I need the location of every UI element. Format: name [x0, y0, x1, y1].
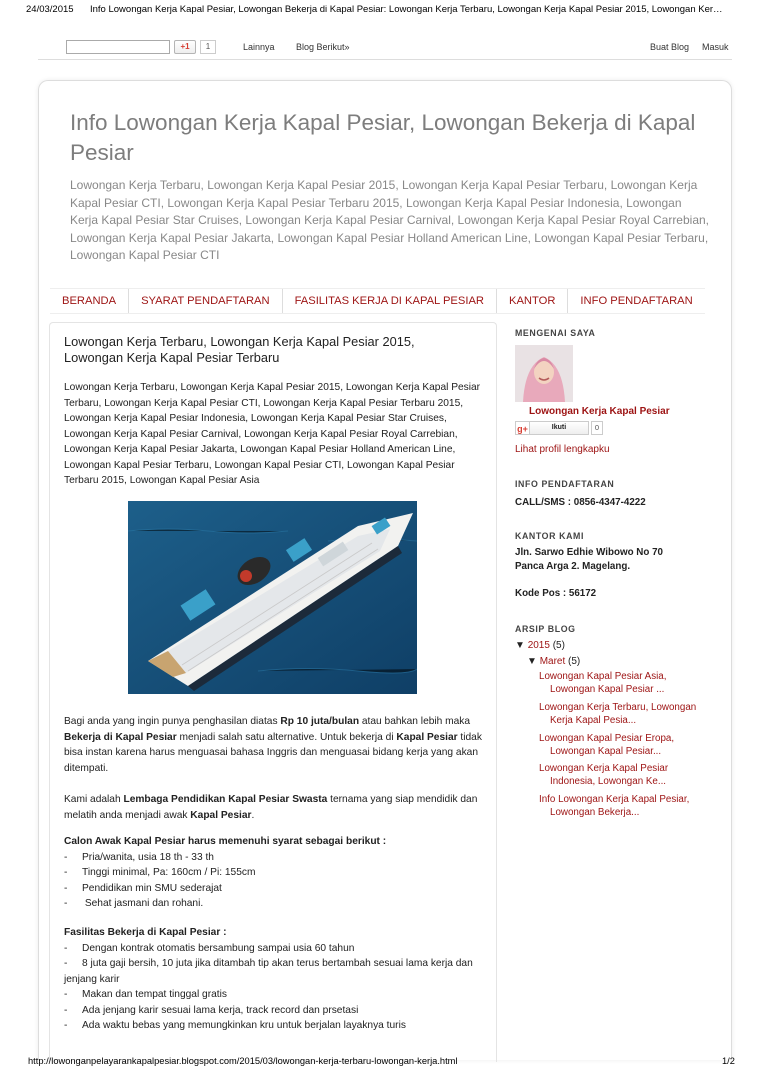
print-footer	[0, 1054, 768, 1072]
archive-year-count: (5)	[552, 640, 565, 651]
follow-widget	[515, 421, 603, 435]
blogger-navbar	[38, 38, 732, 60]
post-paragraph-income: Bagi anda yang ingin punya penghasilan diatas Rp 10 juta/bulan atau bahkan lebih maka Bekerja di Kapal Pesiar menjadi salah satu alternative. Untuk bekerja di Kapal Pesiar tidak bisa instan karena harus menguasai bahasa Inggris dan menguasai bidang kerja yang akan ditempati.	[64, 716, 482, 774]
list-item: - Ada jenjang karir sesuai lama kerja, track record dan prsetasi	[64, 1004, 359, 1016]
archive-month	[527, 654, 580, 669]
print-date: 24/03/2015	[26, 4, 74, 15]
follower-count: 0	[591, 421, 603, 435]
info-heading: INFO PENDAFTARAN	[515, 479, 615, 489]
tab-syarat-pendaftaran[interactable]: SYARAT PENDAFTARAN	[129, 289, 282, 313]
cruise-ship-image	[128, 501, 417, 694]
archive-post-link[interactable]: Lowongan Kerja Terbaru, Lowongan Kerja Kapal Pesia...	[539, 702, 697, 726]
list-item: - Sehat jasmani dan rohani.	[64, 898, 204, 909]
blog-title[interactable]: Info Lowongan Kerja Kapal Pesiar, Lowongan Bekerja di Kapal Pesiar	[70, 110, 696, 165]
search-input[interactable]	[66, 40, 170, 54]
login-link[interactable]: Masuk	[702, 42, 729, 52]
tab-beranda[interactable]: BERANDA	[50, 289, 129, 313]
post-paragraph-institution: Kami adalah Lembaga Pendidikan Kapal Pesiar Swasta ternama yang siap mendidik dan melatih anda menjadi awak Kapal Pesiar.	[64, 794, 478, 821]
google-plus-one-button[interactable]: +1	[174, 40, 196, 54]
archive-post-link[interactable]: Lowongan Kapal Pesiar Asia, Lowongan Kapal Pesiar ...	[539, 671, 667, 695]
archive-month-link[interactable]: Maret	[539, 656, 566, 667]
plus-one-count: 1	[200, 40, 216, 54]
print-header	[0, 0, 768, 16]
tab-fasilitas-kerja[interactable]: FASILITAS KERJA DI KAPAL PESIAR	[283, 289, 497, 313]
follow-button[interactable]: Ikuti	[529, 421, 589, 435]
more-link[interactable]: Lainnya	[243, 42, 275, 52]
post-title[interactable]: Lowongan Kerja Terbaru, Lowongan Kerja Kapal Pesiar 2015, Lowongan Kerja Kapal Pesiar Terbaru	[64, 334, 415, 365]
page-tabs	[50, 288, 705, 314]
archive-year-link[interactable]: 2015	[527, 640, 550, 651]
list-item: - Makan dan tempat tinggal gratis	[64, 989, 227, 1000]
google-plus-icon: g+	[515, 421, 529, 435]
next-blog-link[interactable]: Blog Berikut»	[296, 42, 350, 52]
tab-kantor[interactable]: KANTOR	[497, 289, 568, 313]
archive-post-link[interactable]: Lowongan Kapal Pesiar Eropa, Lowongan Kapal Pesiar...	[539, 733, 675, 757]
print-page-title: Info Lowongan Kerja Kapal Pesiar, Lowongan Bekerja di Kapal Pesiar: Lowongan Kerja Terbaru, Lowongan Kerja Kapal Pesiar 2015, Lowongan Ker…	[90, 4, 723, 15]
view-profile-link[interactable]: Lihat profil lengkapku	[515, 444, 610, 455]
list-item: - 8 juta gaji bersih, 10 juta jika ditambah tip akan terus bertambah sesuai lama kerja dan jenjang karir	[64, 958, 473, 985]
list-item: - Pria/wanita, usia 18 th - 33 th	[64, 851, 214, 863]
phone-number: CALL/SMS : 0856-4347-4222	[515, 497, 646, 508]
address-line-1: Jln. Sarwo Edhie Wibowo No 70	[515, 547, 663, 558]
facilities-heading: Fasilitas Bekerja di Kapal Pesiar :	[64, 927, 227, 938]
archive-year	[515, 638, 565, 653]
address-line-2: Panca Arga 2. Magelang.	[515, 561, 631, 572]
office-heading: KANTOR KAMI	[515, 531, 584, 541]
collapse-toggle-icon[interactable]: ▼	[527, 656, 537, 667]
blog-description: Lowongan Kerja Terbaru, Lowongan Kerja Kapal Pesiar 2015, Lowongan Kerja Kapal Pesiar Terbaru, Lowongan Kerja Kapal Pesiar CTI, Lowongan Kerja Kapal Pesiar Terbaru 2015, Lowongan Kerja Kapal Pesiar Indonesia, Lowongan Kerja Kapal Pesiar Star Cruises, Lowongan Kerja Kapal Pesiar Carnival, Lowongan Kerja Kapal Pesiar Royal Carrebian, Lowongan Kerja Kapal Pesiar Jakarta, Lowongan Kapal Pesiar Holland American Line, Lowongan Kapal Pesiar Terbaru, Lowongan Kapal Pesiar CTI	[70, 178, 710, 262]
archive-heading: ARSIP BLOG	[515, 624, 576, 634]
postcode: Kode Pos : 56172	[515, 588, 597, 599]
list-item: - Pendidikan min SMU sederajat	[64, 882, 222, 894]
requirements-section	[64, 834, 484, 912]
print-url: http://lowonganpelayarankapalpesiar.blogspot.com/2015/03/lowongan-kerja-terbaru-lowongan-kerja.html	[28, 1056, 458, 1066]
archive-post-link[interactable]: Lowongan Kerja Kapal Pesiar Indonesia, Lowongan Ke...	[539, 763, 669, 787]
post-intro: Lowongan Kerja Terbaru, Lowongan Kerja Kapal Pesiar 2015, Lowongan Kerja Kapal Pesiar Terbaru, Lowongan Kerja Kapal Pesiar CTI, Lowongan Kerja Kapal Pesiar Terbaru 2015, Lowongan Kerja Kapal Pesiar Indonesia, Lowongan Kerja Kapal Pesiar Star Cruises, Lowongan Kerja Kapal Pesiar Carnival, Lowongan Kerja Kapal Pesiar Royal Carrebian, Lowongan Kerja Kapal Pesiar Jakarta, Lowongan Kapal Pesiar Holland American Line, Lowongan Kapal Pesiar Terbaru, Lowongan Kapal Pesiar CTI, Lowongan Kapal Pesiar Terbaru 2015, Lowongan Kapal Pesiar Asia	[64, 382, 481, 486]
tab-info-pendaftaran[interactable]: INFO PENDAFTARAN	[580, 295, 693, 307]
avatar[interactable]	[515, 345, 573, 402]
list-item: - Ada waktu bebas yang memungkinkan kru untuk berjalan layaknya turis	[64, 1020, 406, 1031]
print-page-number: 1/2	[722, 1056, 735, 1066]
archive-post-link[interactable]: Info Lowongan Kerja Kapal Pesiar, Lowongan Bekerja...	[539, 794, 690, 818]
facilities-section	[64, 925, 484, 1034]
requirements-heading: Calon Awak Kapal Pesiar harus memenuhi syarat sebagai berikut :	[64, 836, 387, 847]
list-item: - Tinggi minimal, Pa: 160cm / Pi: 155cm	[64, 867, 256, 878]
about-heading: MENGENAI SAYA	[515, 328, 596, 338]
list-item: - Dengan kontrak otomatis bersambung sampai usia 60 tahun	[64, 942, 355, 954]
archive-month-count: (5)	[568, 656, 581, 667]
collapse-toggle-icon[interactable]: ▼	[515, 640, 525, 651]
create-blog-link[interactable]: Buat Blog	[650, 42, 690, 52]
profile-name[interactable]: Lowongan Kerja Kapal Pesiar	[529, 406, 670, 417]
